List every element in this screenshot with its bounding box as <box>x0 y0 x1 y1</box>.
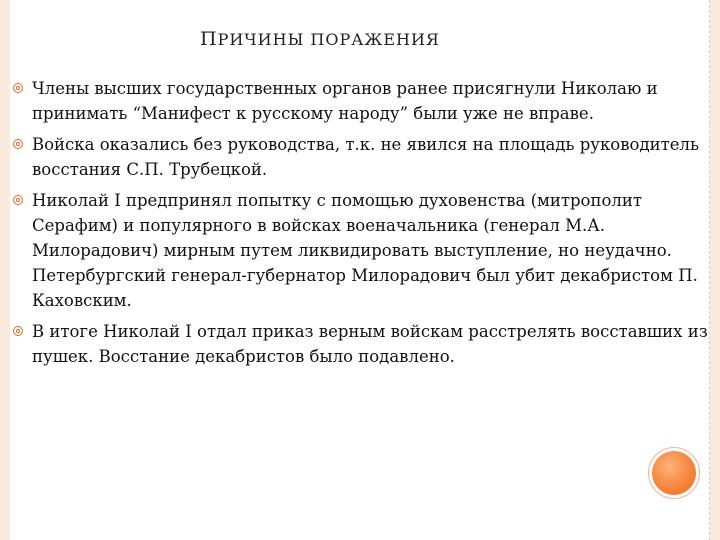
ring-bullet-icon <box>13 326 23 336</box>
bullet-text: Николай I предпринял попытку с помощью духовенства (митрополит Серафим) и популярного в войсках военачальника (генерал М.А. Милорадович) мирным путем ликвидировать выступление, но неудачно. Петербургский генерал-губернатор Милорадович был убит декабристом П. Каховским. <box>32 191 698 310</box>
bullet-text: Члены высших государственных органов ранее присягнули Николаю и принимать “Манифест к русскому народу” были уже не вправе. <box>32 79 658 123</box>
bullet-text: В итоге Николай I отдал приказ верным войскам расстрелять восставших из пушек. Восстание декабристов было подавлено. <box>32 322 708 366</box>
title-rest: РИЧИНЫ ПОРАЖЕНИЯ <box>217 30 440 49</box>
bullet-item <box>10 188 710 313</box>
slide <box>10 0 710 540</box>
bullet-list <box>10 76 710 375</box>
ring-bullet-icon <box>13 83 23 93</box>
ring-bullet-icon <box>13 195 23 205</box>
right-border <box>709 0 711 540</box>
title-initial: П <box>200 28 218 50</box>
orange-circle-decor <box>652 451 696 495</box>
ring-bullet-icon <box>13 139 23 149</box>
bullet-text: Войска оказались без руководства, т.к. не явился на площадь руководитель восстания С.П. Трубецкой. <box>32 135 699 179</box>
slide-title <box>10 28 710 50</box>
bullet-item <box>10 319 710 369</box>
bullet-item <box>10 132 710 182</box>
bullet-item <box>10 76 710 126</box>
